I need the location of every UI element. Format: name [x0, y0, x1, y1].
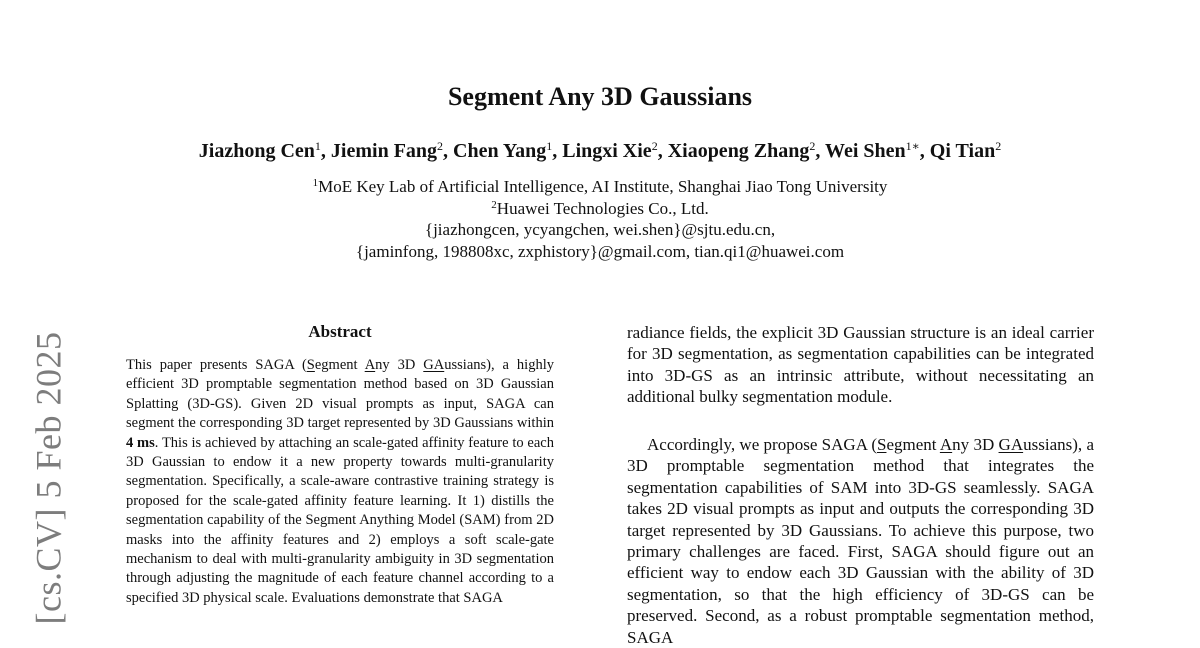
affiliation-text: Huawei Technologies Co., Ltd.: [496, 198, 709, 218]
author-name: Lingxi Xie: [562, 140, 652, 162]
author-mark: 2: [995, 139, 1002, 153]
abstract-heading: Abstract: [308, 322, 372, 341]
email-line: {jaminfong, 198808xc, zxphistory}@gmail.com, tian.qi1@huawei.com: [355, 241, 845, 261]
underlined-letters: GA: [423, 357, 445, 373]
author-name: Qi Tian: [929, 140, 996, 162]
bold-timing: 4 ms: [126, 434, 155, 451]
arxiv-identifier-stamp: [24, 318, 72, 638]
abstract-body: This paper presents SAGA (Segment Any 3D GAussians), a highly efficient 3D promptable segmentation method based on 3D Gaussian Splatting (3D-GS). Given 2D visual prompts as input, SAGA can segment the corresponding 3D target represented by 3D Gaussians within 4 ms. This is achieved by attaching an scale-gated affinity feature to each 3D Gaussian to endow it a new property towards multi-granularity segmentation. Specifically, a scale-aware contrastive training strategy is proposed for the scale-gated affinity feature learning. It 1) distills the segmentation capability of the Segment Anything Model (SAM) from 2D masks into the affinity features and 2) employs a soft scale-gate mechanism to deal with multi-granularity ambiguity in 3D segmentation through adjusting the magnitude of each feature channel according to a specified 3D physical scale. Evaluations demonstrate that SAGA: [126, 357, 554, 606]
underlined-letter: S: [877, 435, 887, 454]
author-mark: 2: [651, 139, 658, 153]
author-list: Jiazhong Cen$^1$, Jiemin Fang$^2$, Chen Yang$^1$, Lingxi Xie$^2$, Xiaopeng Zhang$^2$, Wei Shen$^{1∗}$, Qi Tian$^2$: [198, 139, 1002, 162]
affiliation-mark: 1: [312, 177, 319, 189]
author-mark: 1: [546, 139, 553, 153]
author-mark: 1: [314, 139, 321, 153]
arxiv-stamp-text: [cs.CV] 5 Feb 2025: [28, 331, 69, 625]
author-name: Wei Shen: [825, 140, 906, 162]
author-mark: 2: [809, 139, 816, 153]
underlined-letter: A: [364, 357, 376, 373]
author-name: Jiazhong Cen: [198, 140, 315, 162]
author-name: Xiaopeng Zhang: [667, 140, 810, 162]
author-name: Jiemin Fang: [330, 140, 438, 162]
affiliation-mark: 2: [491, 198, 497, 211]
underlined-letters: GA: [998, 435, 1024, 454]
affiliations-block: [0, 176, 1200, 262]
affiliation-line: [0, 198, 1200, 220]
affiliation-line: [0, 176, 1200, 198]
paper-title: Segment Any 3D Gaussians: [447, 82, 753, 111]
affiliation-text: MoE Key Lab of Artificial Intelligence, AI Institute, Shanghai Jiao Tong University: [318, 177, 888, 196]
underlined-letter: A: [939, 435, 953, 454]
intro-paragraph-1: radiance fields, the explicit 3D Gaussian structure is an ideal carrier for 3D segmentation, as segmentation capabilities can be integrated into 3D-GS as an intrinsic attribute, without necessitating an additional bulky segmentation module.: [627, 323, 1094, 407]
author-mark: 2: [437, 139, 444, 153]
email-line: {jiazhongcen, ycyangchen, wei.shen}@sjtu.edu.cn,: [424, 220, 776, 239]
intro-paragraph-2: Accordingly, we propose SAGA (Segment Any 3D GAussians), a 3D promptable segmentation method that integrates the segmentation capabilities of SAM into 3D-GS seamlessly. SAGA takes 2D visual prompts as input and outputs the corresponding 3D target represented by 3D Gaussians. To achieve this purpose, two primary challenges are faced. First, SAGA should figure out an efficient way to endow each 3D Gaussian with the ability of 3D segmentation, so that the high efficiency of 3D-GS can be preserved. Second, as a robust promptable segmentation method, SAGA: [627, 435, 1094, 647]
author-mark: 1∗: [905, 139, 920, 153]
underlined-letter: S: [306, 357, 315, 373]
author-name: Chen Yang: [453, 140, 547, 162]
